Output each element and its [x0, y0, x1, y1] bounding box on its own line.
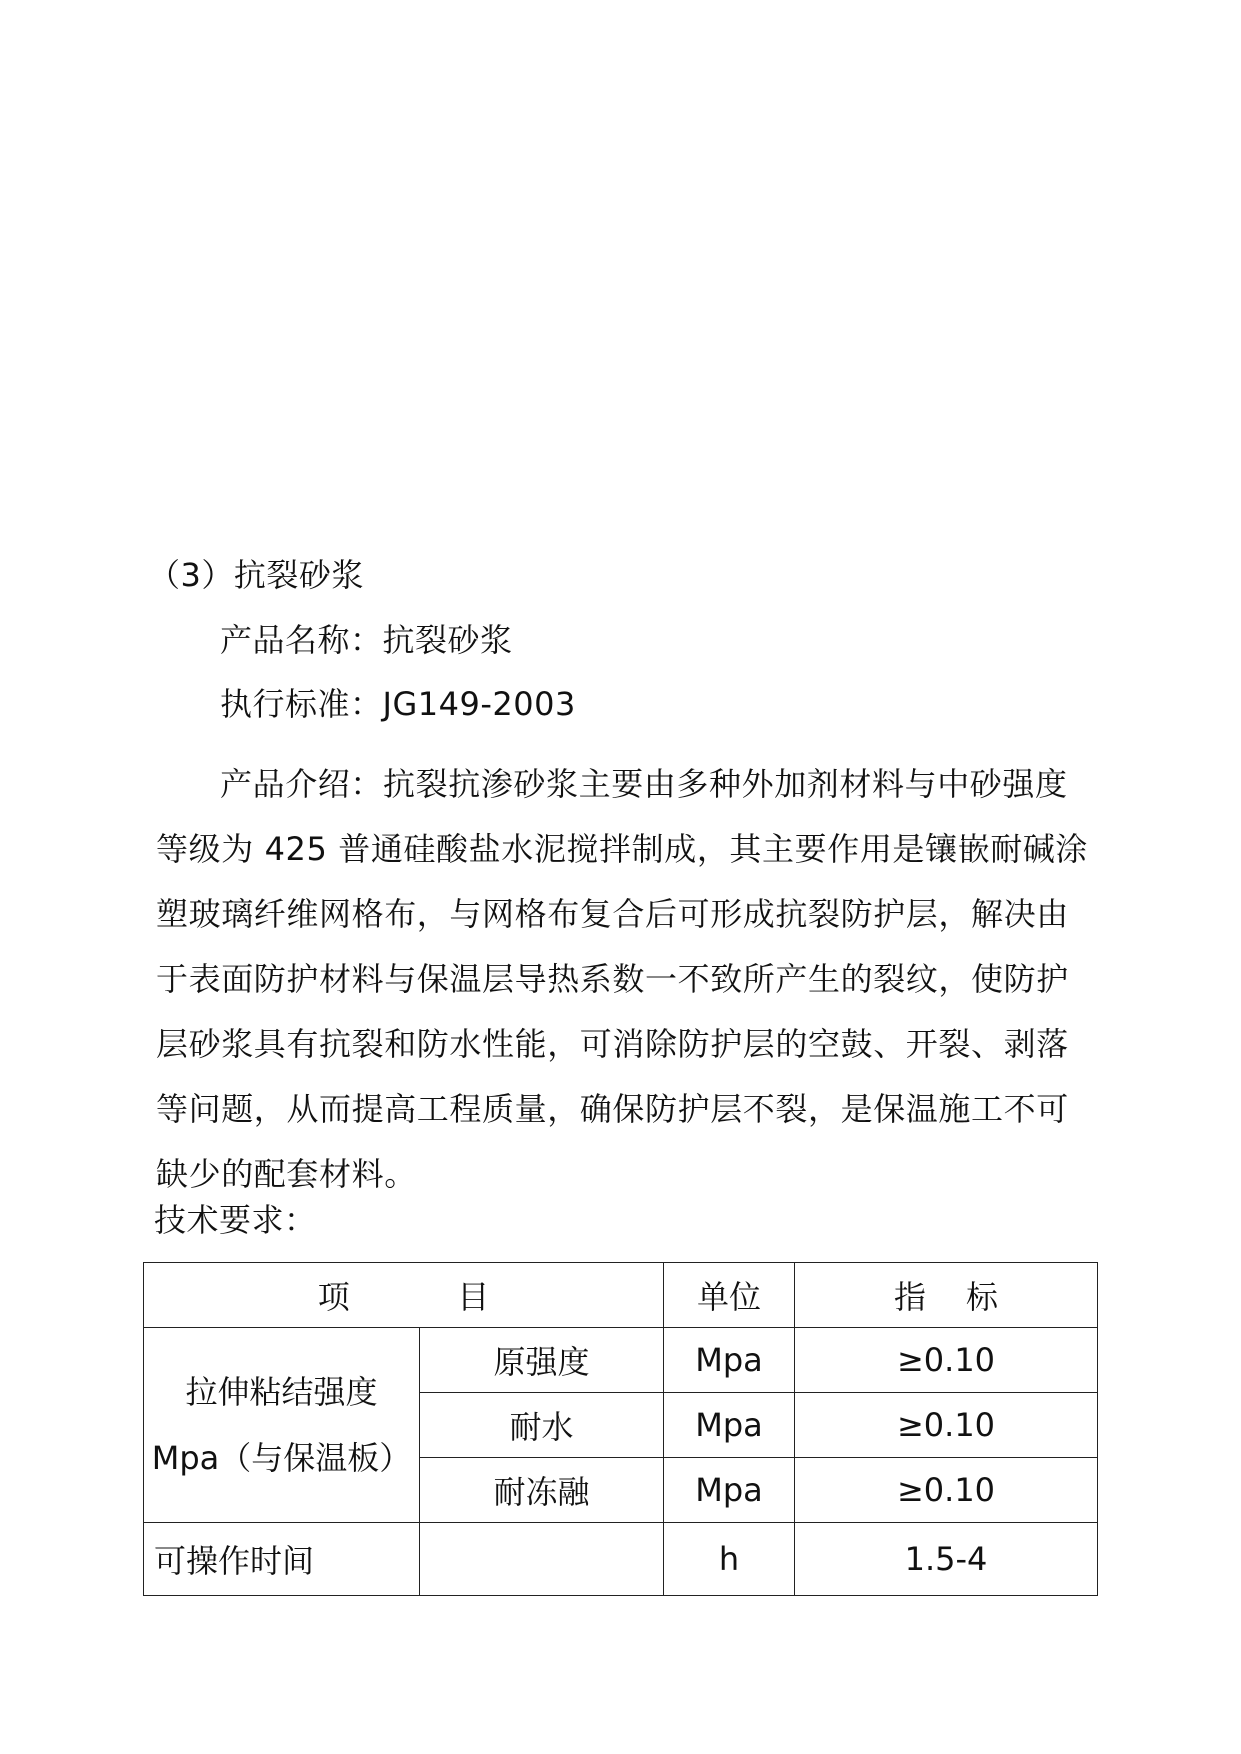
row-value: ≥0.10 [795, 1393, 1098, 1458]
row-unit: h [664, 1523, 795, 1596]
spec-table [143, 1262, 1098, 1596]
tech-requirements-label: 技术要求： [154, 1201, 317, 1239]
row-unit: Mpa [664, 1458, 795, 1523]
row-unit: Mpa [664, 1393, 795, 1458]
group-label-line1: 拉伸粘结强度 [185, 1373, 378, 1411]
header-item-a: 项 [317, 1278, 350, 1316]
product-name-line: 产品名称：抗裂砂浆 [220, 621, 513, 659]
row-value: ≥0.10 [795, 1458, 1098, 1523]
header-unit: 单位 [696, 1278, 761, 1316]
header-item-b: 目 [457, 1278, 490, 1316]
intro-paragraph: 产品介绍：抗裂抗渗砂浆主要由多种外加剂材料与中砂强度等级为 425 普通硅酸盐水泥搅拌制成，其主要作用是镶嵌耐碱涂塑玻璃纤维网格布，与网格布复合后可形成抗裂防护层，解决由于表面防护材料与保温层导热系数一不致所产生的裂纹，使防护层砂浆具有抗裂和防水性能，可消除防护层的空鼓、开裂、剥落等问题，从而提高工程质量，确保防护层不裂，是保温施工不可缺少的配套材料。 [156, 765, 1089, 1193]
standard-line: 执行标准：JG149-2003 [220, 685, 576, 723]
group-label-line2: Mpa（与保温板） [151, 1439, 412, 1477]
section-title: （3）抗裂砂浆 [148, 556, 364, 594]
header-spec: 指标 [893, 1278, 1038, 1316]
header-unit-cell [664, 1263, 795, 1328]
row-value: ≥0.10 [795, 1328, 1098, 1393]
row-value: 1.5-4 [795, 1523, 1098, 1596]
row-unit: Mpa [664, 1328, 795, 1393]
header-item-cell [144, 1263, 664, 1328]
header-spec-cell [795, 1263, 1098, 1328]
group-label-cell [144, 1328, 420, 1523]
product-intro [156, 752, 1096, 1207]
row-sub-item: 耐冻融 [420, 1458, 664, 1523]
table-row [144, 1523, 1098, 1596]
row-sub-item: 耐水 [420, 1393, 664, 1458]
row-sub-item: 原强度 [420, 1328, 664, 1393]
row-sub-item [420, 1523, 664, 1596]
table-header-row [144, 1263, 1098, 1328]
row-item: 可操作时间 [144, 1523, 420, 1596]
table-row [144, 1328, 1098, 1393]
